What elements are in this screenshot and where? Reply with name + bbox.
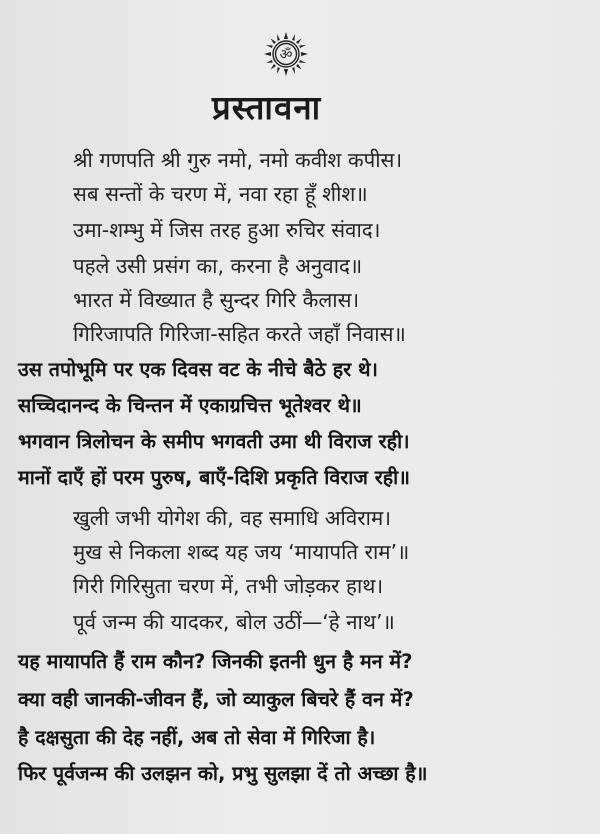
verse-line: उमा-शम्भु में जिस तरह हुआ रुचिर संवाद। [73,218,381,242]
verse-line: भारत में विख्यात है सुन्दर गिरि कैलास। [73,288,360,312]
verse-line: सच्चिदानन्द के चिन्तन में एकाग्रचित्त भूतेश्वर थे॥ [18,394,362,417]
page-title: प्रस्तावना [212,88,322,127]
verse-line: पहले उसी प्रसंग का, करना है अनुवाद॥ [73,254,363,278]
verse-line: मुख से निकला शब्द यह जय ‘मायापति राम’॥ [73,540,410,564]
verse-line: यह मायापति हैं राम कौन? जिनकी इतनी धुन है मन में? [18,650,413,673]
verse-line: गिरिजापति गिरिजा-सहित करते जहाँ निवास॥ [73,322,406,346]
svg-text:ॐ: ॐ [279,47,293,63]
verse-line: सब सन्तों के चरण में, नवा रहा हूँ शीश॥ [73,182,368,206]
verse-line: खुली जभी योगेश की, वह समाधि अविराम। [73,506,391,530]
verse-line: है दक्षसुता की देह नहीं, अब तो सेवा में गिरिजा है। [18,726,376,749]
verse-line: गिरी गिरिसुता चरण में, तभी जोड़कर हाथ। [73,574,384,598]
verse-line: मानों दाएँ हों परम पुरुष, बाएँ-दिशि प्रकृति विराज रही॥ [18,466,410,489]
verse-line: भगवान त्रिलोचन के समीप भगवती उमा थी विराज रही। [18,430,410,453]
verse-line: पूर्व जन्म की यादकर, बोल उठीं—‘हे नाथ’॥ [73,610,395,634]
verse-line: श्री गणपति श्री गुरु नमो, नमो कवीश कपीस। [73,148,403,172]
verse-line: उस तपोभूमि पर एक दिवस वट के नीचे बैठे हर थे। [18,358,378,381]
verse-line: फिर पूर्वजन्म की उलझन को, प्रभु सुलझा दें तो अच्छा है॥ [18,762,428,785]
om-icon [262,30,310,78]
verse-line: क्या वही जानकी-जीवन हैं, जो व्याकुल बिचरे हैं वन में? [18,688,414,711]
